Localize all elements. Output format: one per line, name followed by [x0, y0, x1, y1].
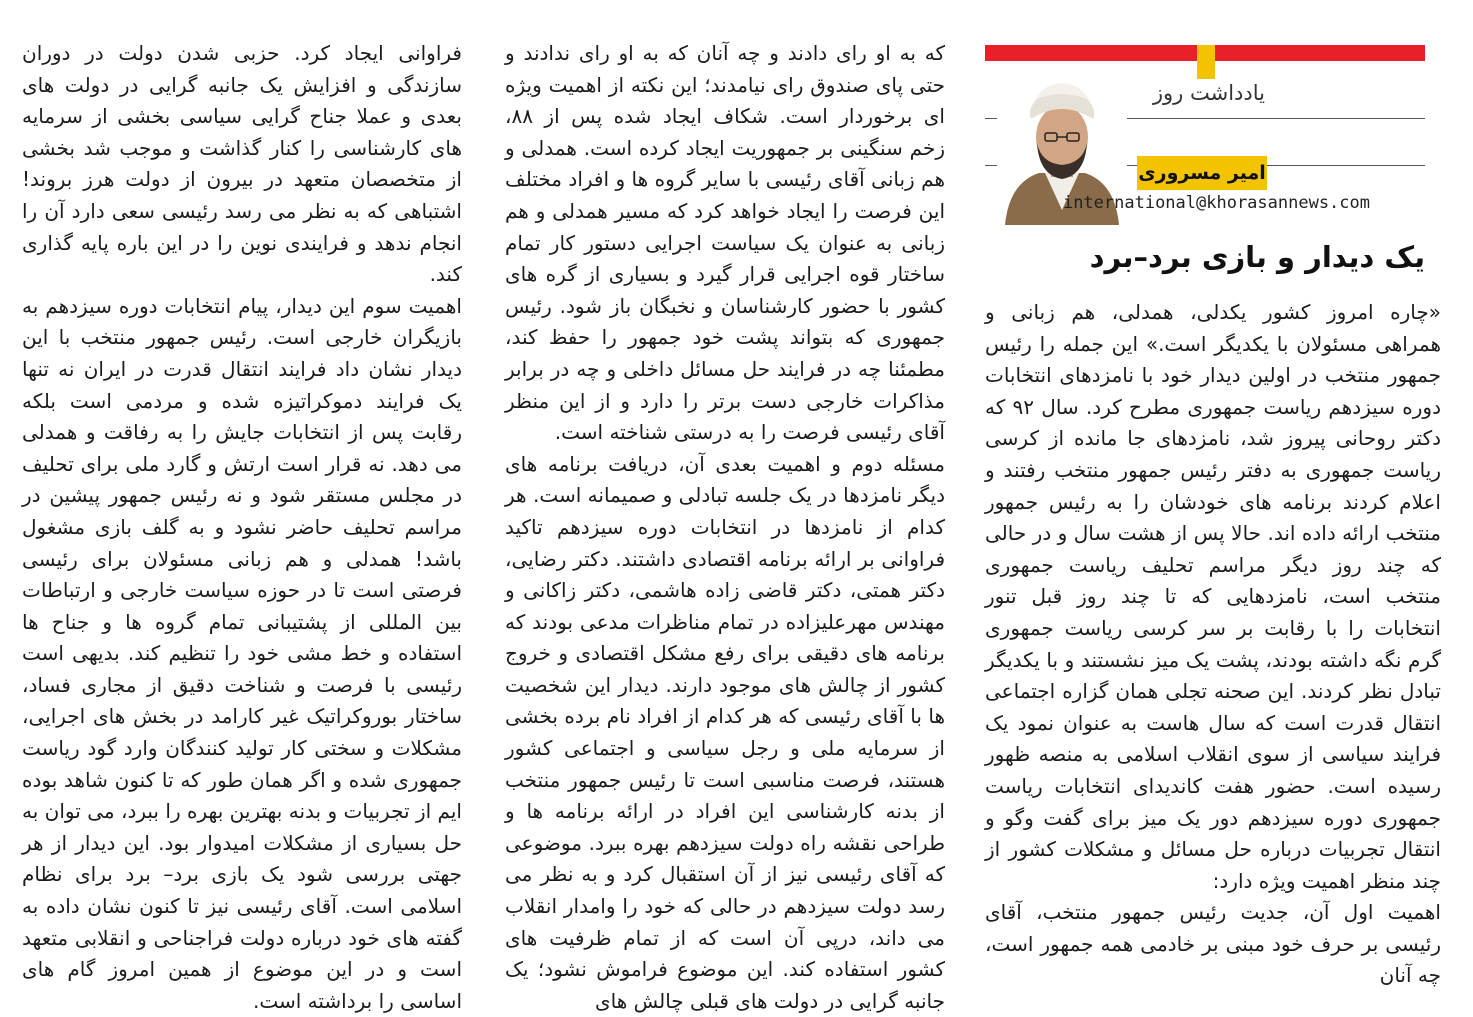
article-column-left: [22, 38, 462, 1017]
header-yellow-mark: [1197, 45, 1215, 79]
paragraph: که به او رای دادند و چه آنان که به او رای ندادند و حتی پای صندوق رای نیامدند؛ این نکته از اهمیت ویژه ای برخوردار است. شکاف ایجاد شده پس از ۸۸، زخم سنگینی بر جمهوریت ایجاد کرده است. همدلی و هم زبانی آقای رئیسی با سایر گروه ها و افراد مختلف این فرصت را ایجاد خواهد کرد که مسیر همدلی و هم زبانی به عنوان یک سیاست اجرایی دستور کار تمام ساختار قوه اجرایی قرار گیرد و بسیاری از گره های کشور با حضور کارشناسان و نخبگان باز شود. رئیس جمهوری که بتواند پشت خود جمهور را حفظ کند، مطمئنا چه در فرایند حل مسائل داخلی و چه در برابر مذاکرات خارجی دست برتر را دارد و از این منظر آقای رئیسی فرصت را به درستی شناخته است.: [505, 41, 945, 445]
column-label: یادداشت روز: [1152, 81, 1265, 105]
paragraph: مسئله دوم و اهمیت بعدی آن، دریافت برنامه های دیگر نامزدها در یک جلسه تبادلی و صمیمانه است. هر کدام از نامزدها در انتخابات دوره سیزدهم تاکید فراوانی بر ارائه برنامه اقتصادی داشتند. دکتر رضایی، دکتر همتی، دکتر قاضی زاده هاشمی، دکتر زاکانی و مهندس مهرعلیزاده در تمام مناظرات مدعی بودند که برنامه های دقیقی برای رفع مشکل اقتصادی و خروج کشور از چالش های موجود دارند. دیدار این شخصیت ها با آقای رئیسی که هر کدام از افراد نام برده بخشی از سرمایه ملی و رجل سیاسی و اجتماعی کشور هستند، فرصت مناسبی است تا رئیس جمهور منتخب از بدنه کارشناسی این افراد در ارائه برنامه ها و طراحی نقشه راه دولت سیزدهم بهره ببرد. موضوعی که آقای رئیسی نیز از آن استقبال کرد و به نظر می رسد دولت سیزدهم در حالی که خود را وامدار انقلاب می داند، درپی آن است که از تمام ظرفیت های کشور استفاده کند. این موضوع فراموش نشود؛ یک جانبه گرایی در دولت های قبلی چالش های: [505, 451, 945, 1013]
author-name: امیر مسروری: [1137, 156, 1267, 190]
paragraph: «چاره امروز کشور یکدلی، همدلی، هم زبانی و همراهی مسئولان با یکدیگر است.» این جمله را رئیس جمهور منتخب در اولین دیدار خود با نامزدهای انتخابات دوره سیزدهم ریاست جمهوری مطرح کرد. سال ۹۲ که دکتر روحانی پیروز شد، نامزدهای جا مانده از کرسی ریاست جمهوری به دفتر رئیس جمهور منتخب رفتند و اعلام کردند برنامه های خودشان را به رئیس جمهور منتخب ارائه داده اند. حالا پس از هشت سال و در حالی که چند روز دیگر مراسم تحلیف ریاست جمهوری منتخب است، نامزدهایی که تا چند روز قبل تنور انتخابات را با رقابت بر سر کرسی ریاست جمهوری گرم نگه داشته بودند، پشت یک میز نشستند و با یکدیگر تبادل نظر کردند. این صحنه تجلی همان گزاره اجتماعی انتقال قدرت است که سال هاست به عنوان نمود یک فرایند سیاسی از سوی انقلاب اسلامی به منصه ظهور رسیده است. حضور هفت کاندیدای انتخابات ریاست جمهوری دوره سیزدهم دور یک میز برای گفت وگو و انتقال تجربیات درباره حل مسائل و مشکلات کشور از چند منظر اهمیت ویژه دارد:: [985, 300, 1441, 893]
paragraph: اهمیت سوم این دیدار، پیام انتخابات دوره سیزدهم به بازیگران خارجی است. رئیس جمهور منتخب با این دیدار نشان داد فرایند انتقال قدرت در ایران نه تنها یک فرایند دموکراتیزه شده و مردمی است بلکه رقابت پس از انتخابات جایش را به رفاقت و همدلی می دهد. نه قرار است ارتش و گارد ملی برای تحلیف در مجلس مستقر شود و نه رئیس جمهور پیشین در مراسم تحلیف حاضر نشود و به گلف بازی مشغول باشد! همدلی و هم زبانی مسئولان برای رئیسی فرصتی است تا در حوزه سیاست خارجی و ارتباطات بین المللی از پشتیبانی تمام گروه ها و جناح ها استفاده و خط مشی خود را تنظیم کند. بدیهی است رئیسی با فرصت و شناخت دقیق از مجاری فساد، ساختار بوروکراتیک غیر کارامد در بخش های اجرایی، مشکلات و سختی کار تولید کنندگان وارد گود ریاست جمهوری شده و اگر همان طور که تا کنون شاهد بوده ایم از تجربیات و بدنه بهترین بهره را ببرد، می توان به حل بسیاری از مشکلات امیدوار بود. این دیدار از هر جهتی بررسی شود یک بازی برد– برد برای نظام اسلامی است. آقای رئیسی نیز تا کنون نشان داده به گفته های خود درباره دولت فراجناحی و انقلابی متعهد است و در این موضوع از همین امروز گام های اساسی را برداشته است.: [22, 293, 462, 1013]
paragraph: فراوانی ایجاد کرد. حزبی شدن دولت در دوران سازندگی و افزایش یک جانبه گرایی در دولت های بعدی و عملا جناح گرایی سیاسی بخشی از سرمایه های کارشناسی را کنار گذاشت و موجب شد بخشی از متخصصان متعهد در بیرون از دولت هرز بروند! اشتباهی که به نظر می رسد رئیسی سعی دارد آن را انجام ندهد و فرایندی نوین را در این باره پایه گذاری کند.: [22, 41, 462, 287]
column-header: [985, 45, 1425, 285]
author-email: international@khorasannews.com: [1062, 193, 1370, 213]
article-column-middle: [505, 38, 945, 1017]
article-headline: یک دیدار و بازی برد–برد: [1089, 240, 1425, 274]
paragraph: اهمیت اول آن، جدیت رئیس جمهور منتخب، آقای رئیسی بر حرف خود مبنی بر خادمی همه جمهور است، چه آنان: [985, 900, 1441, 988]
article-column-right: [985, 297, 1441, 992]
